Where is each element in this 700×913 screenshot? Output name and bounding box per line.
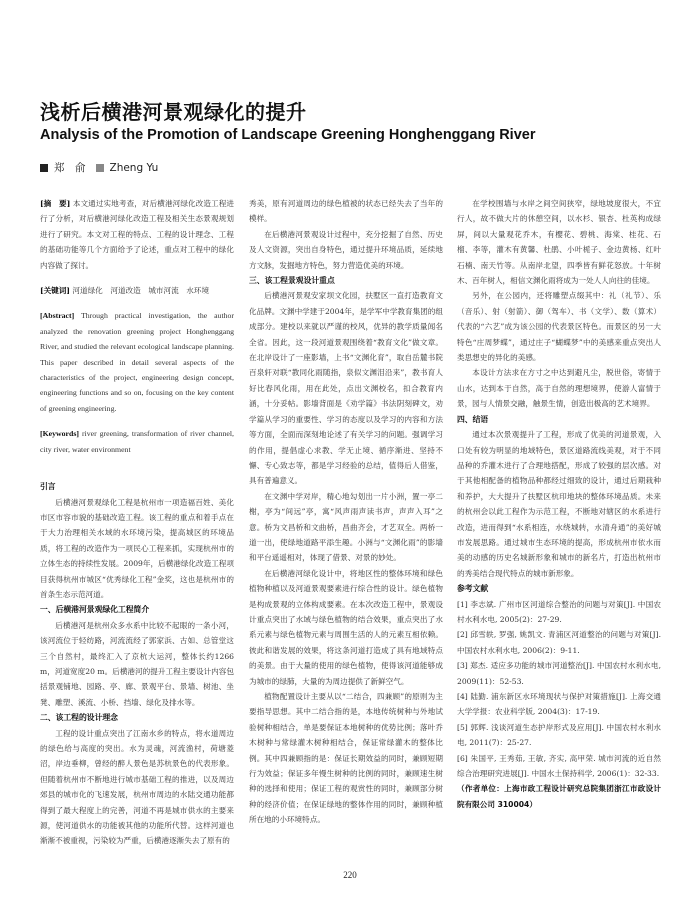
author-affiliation: （作者单位：上海市政工程设计研究总院集团浙江市政设计院有限公司 310004） bbox=[457, 784, 661, 809]
section-paragraph: 另外，在公园内，还将雕塑点缀其中：礼（礼节）、乐（音乐）、射（射箭）、御（驾车）、书（文学）、数（算术）代表的“六艺”成为该公园的代表景区特色。而景区的另一大特色“庄周梦蝶”，通过庄子“蝴蝶梦”中的美感来重点突出人类思想史的异化的美感。 bbox=[457, 291, 661, 363]
section-heading: 一、后横港河景观绿化工程简介 bbox=[40, 605, 150, 615]
column-3 bbox=[457, 196, 661, 812]
section-paragraph: 在文渊中学对岸，精心地勾划出一片小洲，置一亭二榭，亭为“间远”亭，寓“风声雨声读书声，声声入耳”之意。桥为文昌桥和文曲桥，昌曲齐会，才艺双全。两桥一道一出，使绿地道路平添生趣。小洲与“文渊化雨”的影墙和平台遥遥相对，体现了借景、对景的妙处。 bbox=[249, 491, 443, 563]
reference-item: [5] 郭辉. 浅谈河道生态护岸形式及应用[J]. 中国农村水利水电, 2011(7)：25-27. bbox=[457, 722, 661, 748]
author-line bbox=[40, 160, 158, 175]
section-heading: 三、该工程景观设计重点 bbox=[249, 276, 335, 286]
section-paragraph: 在学校围墙与水岸之间空间狭窄，绿地坡度很大，不宜行人，故不做大片的休憩空间，以水杉、银杏、杜英构成绿屏，间以大量观花乔木，有樱花、碧桃、海棠、桂花、石榴、李等，灌木有黄馨、杜鹃、小叶栀子、金边黄杨、红叶石楠、南天竹等。从南岸北望，四季皆有鲜花怒放。十年树木、百年树人，相信文渊化雨将成为一处人人向往的佳境。 bbox=[457, 199, 661, 286]
paper-title-cn: 浅析后横港河景观绿化的提升 bbox=[40, 100, 307, 124]
section-paragraph: 通过本次景观提升了工程，形成了优美的河道景观，入口处有较为明显的地域特色，景区道路流线美观，对于不同品种的乔灌木进行了合理地搭配，形成了较强的层次感。对于其他相配备的植物品种都经过细致的设计，通过后期栽种和养护，大大提升了扶墅区杭印地块的整体环境品质。未来的杭州会以此工程作为示范工程，不断地对辖区的水系进行改造，进而得到“水系相连，水绕城转，水清舟通”的美好城市发展思路。通过城市生态环境的提高，形成杭州市依水而美的动感的历史名城新形象和城市的新名片，打造出杭州市的秀美结合现代特点的城市新形象。 bbox=[457, 430, 661, 578]
reference-item: [3] 郑杰. 适应多功能的城市河道整治[J]. 中国农村水利水电, 2009(11)：52-53. bbox=[457, 661, 661, 686]
keywords-cn: [关键词] 河道绿化 河道改造 城市河流 水环境 bbox=[40, 286, 210, 296]
section-paragraph: 在后横港河景观设计过程中，充分挖掘了自然、历史及人文资源，突出自身特色，通过提升环境品质，延续地方文脉，发掘地方特色，努力营造优美的环境。 bbox=[249, 229, 443, 270]
column-2 bbox=[249, 196, 443, 828]
section-paragraph: 后横港河景观安家坝文化园，扶墅区一直打造教育文化品牌。文渊中学建于2004年，是学军中学教育集团的组成部分。建校以来就以严谨的校风，优异的教学质量闻名全省。因此，这一段河道景观围绕着“教育文化”做文章。在北岸设计了一座影墙，上书“文渊化育”，取自岳麓书院百泉轩对联“教同化雨随指，泉似文渊泪沿来”，教书育人好比春风化雨，用在此处，点出文渊校名，扣合教育内涵，十分妥帖。影墙背面是《劝学篇》书法阴刻碑文，劝学篇从学习的重要性、学习的态度以及学习的内容和方法等方面，全面而深刻地论述了有关学习的问题。强调学习的作用，提倡虚心求教、学无止境、循序渐进、坚持不懈、专心致志等，都是学习经验的总结，值得后人借鉴，具有普遍意义。 bbox=[249, 291, 443, 486]
column-1 bbox=[40, 196, 234, 849]
reference-item: [1] 李志斌. 广州市区河道综合整治的问题与对策[J]. 中国农村水利水电, 2005(2)：27-29. bbox=[457, 599, 661, 624]
page-number: 220 bbox=[343, 870, 357, 880]
section-paragraph: 在后横港河绿化设计中，将地区性的整体环境和绿色植物种植以及河道景观要素进行综合性的设计。绿色植物是构成景观的立体构成要素。在本次改造工程中，景观设计重点突出了水域与绿色植物的结合效果，重点突出了水系元素与绿色植物元素与周围生活的人的元素互相依赖。彼此和谐发展的效果，将这条河道打造成了具有地域特点的美景。由于大量的使用的绿色植物，使得该河道能够成为城市的绿肺，大量的为周边提供了新鲜空气。 bbox=[249, 568, 443, 686]
reference-item: [4] 陆勤. 浦东新区水环境现状与保护对策措施[J]. 上海交通大学学报：农业科学版, 2004(3)：17-19. bbox=[457, 692, 661, 717]
author-name-en: Zheng Yu bbox=[109, 161, 159, 174]
section-paragraph: 工程的设计重点突出了江南水乡的特点，将水道周边的绿色给与高度的突出。水为灵魂，河流渔村，荷塘菱沼，岸边垂柳，曾经的醉人景色是苏杭景色的代表形象。但随着杭州市不断地进行城市基础工程的推进，以及周边郊县的城市化的飞速发展，杭州市周边的水陆交通功能都得到了最大程度上的完善，河道不再是城市供水的主要来源，使河道供水的功能被其他的功能所代替。这样河道也渐渐不被重视，污染较为严重，后横港逐渐失去了原有的 bbox=[40, 728, 234, 846]
keywords-en: [Keywords] river greening, transformation of river channel, city river, water environment bbox=[40, 429, 235, 454]
section-paragraph: 秀美，原有河道周边的绿色植被的状态已经失去了当年的模样。 bbox=[249, 199, 443, 224]
paper-title-en: Analysis of the Promotion of Landscape Greening Honghenggang River bbox=[40, 127, 536, 143]
section-heading: 二、该工程的设计理念 bbox=[40, 713, 118, 723]
square-bullet-icon bbox=[96, 164, 104, 172]
section-paragraph: 后横港河是杭州众多水系中比较不起眼的一条小河，该河流位于轻纺路，河流流经了郭家浜、古如、总管堂这三个自然村，最终汇入了京杭大运河，整体长约1266 m，河道宽度20 m。后横港河的提升工程主要设计内容包括景观铺地、园路、亭、廊、景观平台、景墙、树池、坐凳、雕塑、溪流、小桥、挡墙、绿化及排水等。 bbox=[40, 620, 234, 707]
author-name-cn: 郑 俞 bbox=[54, 162, 86, 174]
references-heading: 参考文献 bbox=[457, 584, 489, 594]
reference-item: [6] 朱国平, 王秀茹, 王敏, 齐实, 高甲荣. 城市河流的近自然综合治理研究进展[J]. 中国水土保持科学, 2006(1)：32-33. bbox=[457, 753, 661, 779]
section-paragraph: 后横港河景观绿化工程是杭州市一项造福百姓、美化市区市容市貌的基础改造工程。该工程的重点和着手点在于大力治理相关水域的水环境污染，提高城区的环境品质，将工程的改造作为一项民心工程来抓，实现杭州市的立体生态的持续性发展。2009年，后横港绿化改造工程项目获得杭州市城区“优秀绿化工程”金奖，这也是杭州市的首条生态示范河道。 bbox=[40, 497, 234, 599]
reference-item: [2] 邱雪轶, 罗强, 姚凯文. 青浦区河道整治的问题与对策[J]. 中国农村水利水电, 2006(2)：9-11. bbox=[457, 630, 661, 655]
square-bullet-icon bbox=[40, 164, 48, 172]
section-paragraph: 植物配置设计主要从以“二结合，四兼顾”的原则为主要指导思想。其中二结合指的是，本地传统树种与外地试验树种相结合，单是要保证本地树种的优势比例；落叶乔木树种与常绿灌木树种相结合，保证常绿灌木的整体比例。其中四兼顾指的是：保证长期效益的同时，兼顾短期行为效益；保证多年慢生树种的比例的同时，兼顾速生树种的选择和使用；保证工程的观赏性的同时，兼顾部分树种的经济价值；在保证绿地的整体作用的同时，兼顾种植所在地的小环境特点。 bbox=[249, 692, 443, 825]
abstract-en: [Abstract] Through practical investigation, the author analyzed the renovation greening project Honghenggang River, and studied the relevant ecological landscape planning. This paper described in detail several aspects of the characteristics of the project, engineering design concept, engineering functions and so on, focusing on the key content of greening engineering. bbox=[40, 311, 235, 413]
abstract-cn: [摘 要] 本文通过实地考查，对后横港河绿化改造工程进行了分析，对后横港河绿化改造工程及相关生态景观规划进行了研究。本文对工程的特点、工程的设计理念、工程的基础功能等几个方面给予了论述，重点对工程中的绿化内容做了探讨。 bbox=[40, 199, 234, 270]
section-heading: 四、结语 bbox=[457, 414, 489, 424]
section-paragraph: 本设计方法求在方寸之中达到避凡尘，脱世俗，寄情于山水，达到本于自然，高于自然的理想境界，使游人富情于景，园与人情景交融，触景生情，创造出极高的艺术境界。 bbox=[457, 368, 661, 409]
section-heading: 引言 bbox=[40, 482, 56, 492]
